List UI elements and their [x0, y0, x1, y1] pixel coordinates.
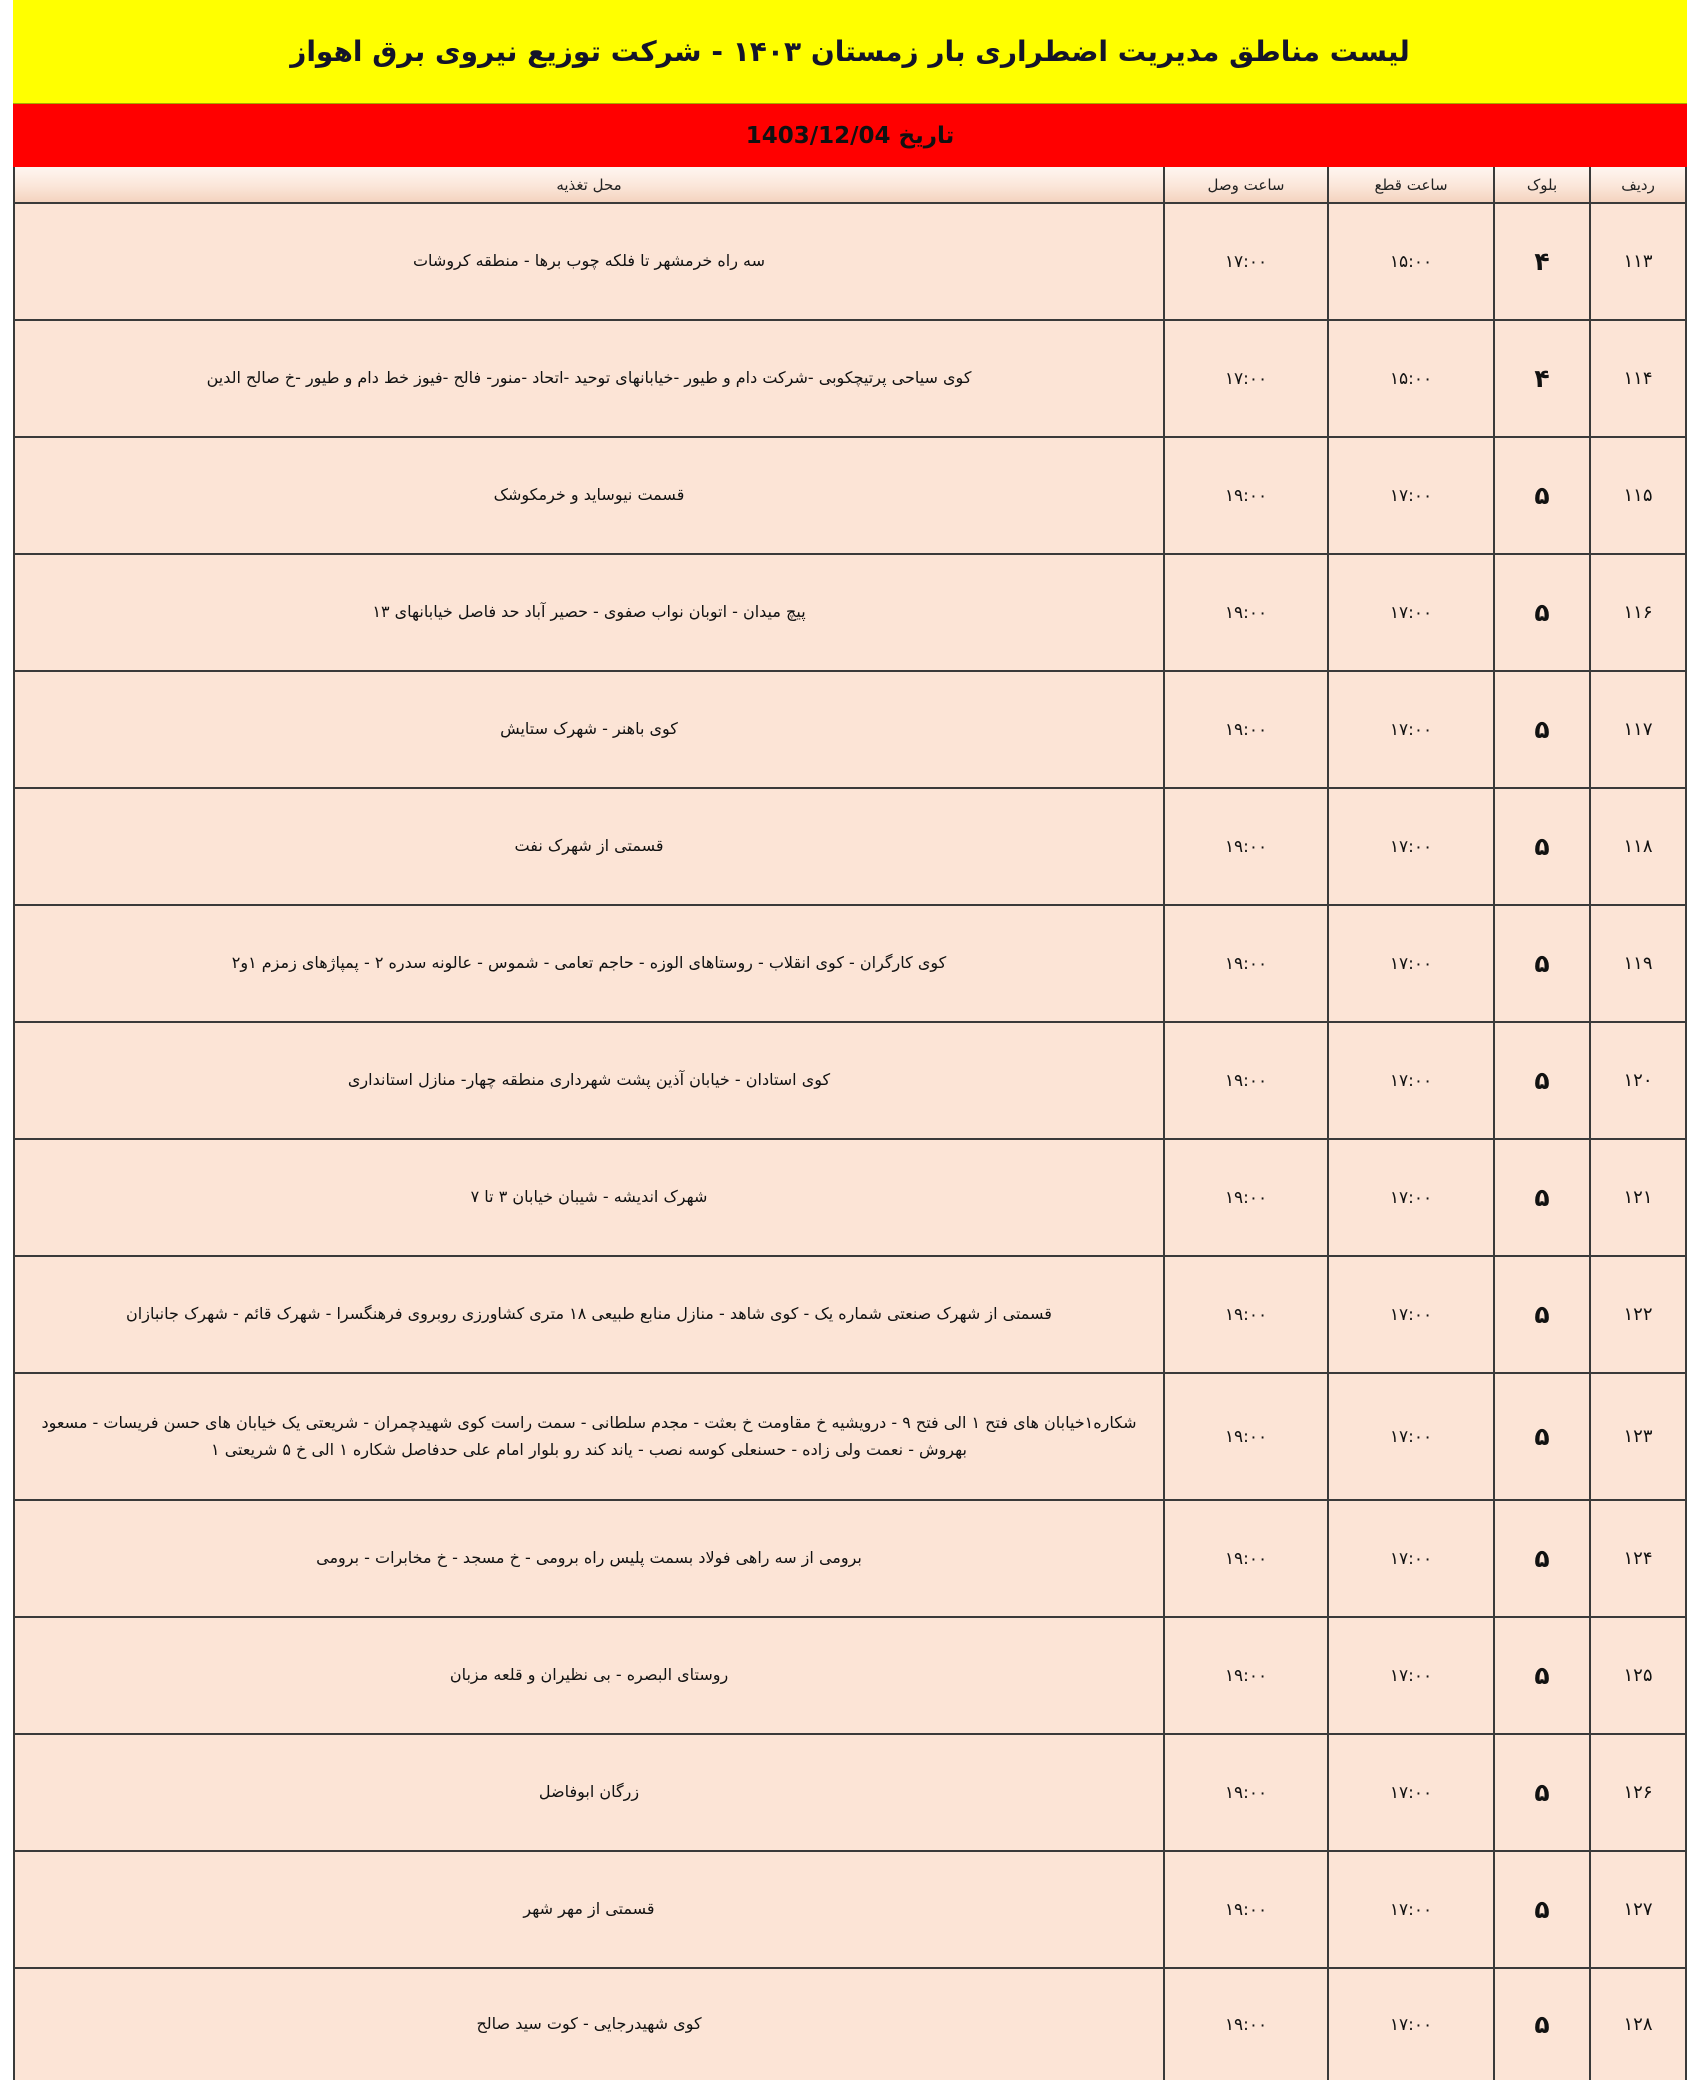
header-block: بلوک [1493, 167, 1589, 202]
location-cell: کوی باهنر - شهرک ستایش [15, 672, 1163, 787]
connect-time-cell: ۱۹:۰۰ [1163, 1257, 1327, 1372]
block-cell: ۵ [1493, 1140, 1589, 1255]
row-number-cell: ۱۱۴ [1589, 321, 1685, 436]
block-cell: ۵ [1493, 1852, 1589, 1967]
location-cell: برومی از سه راهی فولاد بسمت پلیس راه برومی - خ مسجد - خ مخابرات - برومی [15, 1501, 1163, 1616]
table-row [15, 1618, 1685, 1735]
cut-time-cell: ۱۷:۰۰ [1327, 1969, 1493, 2080]
connect-time-cell: ۱۹:۰۰ [1163, 1501, 1327, 1616]
row-number-cell: ۱۲۷ [1589, 1852, 1685, 1967]
location-cell: شهرک اندیشه - شیبان خیابان ۳ تا ۷ [15, 1140, 1163, 1255]
row-number-cell: ۱۱۹ [1589, 906, 1685, 1021]
connect-time-cell: ۱۹:۰۰ [1163, 672, 1327, 787]
block-cell: ۵ [1493, 438, 1589, 553]
table-row [15, 204, 1685, 321]
connect-time-cell: ۱۹:۰۰ [1163, 1023, 1327, 1138]
table-row [15, 906, 1685, 1023]
cut-time-cell: ۱۵:۰۰ [1327, 321, 1493, 436]
row-number-cell: ۱۲۶ [1589, 1735, 1685, 1850]
connect-time-cell: ۱۹:۰۰ [1163, 1618, 1327, 1733]
outage-schedule-table [13, 167, 1687, 2080]
block-cell: ۵ [1493, 1257, 1589, 1372]
cut-time-cell: ۱۷:۰۰ [1327, 1257, 1493, 1372]
connect-time-cell: ۱۷:۰۰ [1163, 204, 1327, 319]
block-cell: ۵ [1493, 1023, 1589, 1138]
table-row [15, 555, 1685, 672]
header-cut-time: ساعت قطع [1327, 167, 1493, 202]
table-row [15, 1735, 1685, 1852]
block-cell: ۵ [1493, 906, 1589, 1021]
cut-time-cell: ۱۷:۰۰ [1327, 789, 1493, 904]
cut-time-cell: ۱۷:۰۰ [1327, 672, 1493, 787]
row-number-cell: ۱۲۸ [1589, 1969, 1685, 2080]
block-cell: ۵ [1493, 672, 1589, 787]
cut-time-cell: ۱۵:۰۰ [1327, 204, 1493, 319]
row-number-cell: ۱۲۲ [1589, 1257, 1685, 1372]
table-row [15, 438, 1685, 555]
cut-time-cell: ۱۷:۰۰ [1327, 1023, 1493, 1138]
table-row [15, 672, 1685, 789]
connect-time-cell: ۱۹:۰۰ [1163, 906, 1327, 1021]
block-cell: ۵ [1493, 1374, 1589, 1499]
location-cell: سه راه خرمشهر تا فلکه چوب برها - منطقه کروشات [15, 204, 1163, 319]
connect-time-cell: ۱۹:۰۰ [1163, 1735, 1327, 1850]
header-connect-time: ساعت وصل [1163, 167, 1327, 202]
row-number-cell: ۱۲۴ [1589, 1501, 1685, 1616]
cut-time-cell: ۱۷:۰۰ [1327, 1852, 1493, 1967]
row-number-cell: ۱۱۳ [1589, 204, 1685, 319]
connect-time-cell: ۱۹:۰۰ [1163, 438, 1327, 553]
cut-time-cell: ۱۷:۰۰ [1327, 1374, 1493, 1499]
table-row [15, 1852, 1685, 1969]
date-banner: تاریخ 1403/12/04 [13, 104, 1687, 167]
connect-time-cell: ۱۹:۰۰ [1163, 1374, 1327, 1499]
block-cell: ۵ [1493, 1735, 1589, 1850]
block-cell: ۴ [1493, 204, 1589, 319]
location-cell: کوی استادان - خیابان آذین پشت شهرداری منطقه چهار- منازل استانداری [15, 1023, 1163, 1138]
block-cell: ۵ [1493, 1501, 1589, 1616]
block-cell: ۵ [1493, 789, 1589, 904]
connect-time-cell: ۱۷:۰۰ [1163, 321, 1327, 436]
location-cell: شکاره۱خیابان های فتح ۱ الی فتح ۹ - درویشیه خ مقاومت خ بعثت - مجدم سلطانی - سمت راست کوی شهیدچمران - شریعتی یک خیابان های حسن فریسات - مسعود بهروش - نعمت ولی زاده - حسنعلی کوسه نصب - یاند کند رو بلوار امام علی حدفاصل شکاره ۱ الی خ ۵ شریعتی ۱ [15, 1374, 1163, 1499]
location-cell: کوی سیاحی پرتیچکوبی -شرکت دام و طیور -خیابانهای توحید -اتحاد -منور- فالح -فیوز خط دام و طیور -خ صالح الدین [15, 321, 1163, 436]
location-cell: قسمتی از شهرک نفت [15, 789, 1163, 904]
row-number-cell: ۱۱۵ [1589, 438, 1685, 553]
block-cell: ۵ [1493, 1969, 1589, 2080]
table-row [15, 1374, 1685, 1501]
page-title: لیست مناطق مدیریت اضطراری بار زمستان ۱۴۰۳ - شرکت توزیع نیروی برق اهواز [13, 0, 1687, 104]
row-number-cell: ۱۲۳ [1589, 1374, 1685, 1499]
row-number-cell: ۱۲۰ [1589, 1023, 1685, 1138]
table-row [15, 789, 1685, 906]
row-number-cell: ۱۲۱ [1589, 1140, 1685, 1255]
table-row [15, 1140, 1685, 1257]
connect-time-cell: ۱۹:۰۰ [1163, 789, 1327, 904]
header-location: محل تغذیه [15, 167, 1163, 202]
block-cell: ۵ [1493, 555, 1589, 670]
cut-time-cell: ۱۷:۰۰ [1327, 438, 1493, 553]
location-cell: پیچ میدان - اتوبان نواب صفوی - حصیر آباد حد فاصل خیابانهای ۱۳ [15, 555, 1163, 670]
cut-time-cell: ۱۷:۰۰ [1327, 1735, 1493, 1850]
table-row [15, 1501, 1685, 1618]
location-cell: روستای البصره - بی نظیران و قلعه مزبان [15, 1618, 1163, 1733]
header-row-number: ردیف [1589, 167, 1685, 202]
location-cell: قسمتی از شهرک صنعتی شماره یک - کوی شاهد - منازل منابع طبیعی ۱۸ متری کشاورزی روبروی فرهنگسرا - شهرک قائم - شهرک جانبازان [15, 1257, 1163, 1372]
cut-time-cell: ۱۷:۰۰ [1327, 1501, 1493, 1616]
cut-time-cell: ۱۷:۰۰ [1327, 555, 1493, 670]
connect-time-cell: ۱۹:۰۰ [1163, 1969, 1327, 2080]
cut-time-cell: ۱۷:۰۰ [1327, 1140, 1493, 1255]
location-cell: زرگان ابوفاضل [15, 1735, 1163, 1850]
location-cell: قسمتی از مهر شهر [15, 1852, 1163, 1967]
cut-time-cell: ۱۷:۰۰ [1327, 1618, 1493, 1733]
location-cell: قسمت نیوساید و خرمکوشک [15, 438, 1163, 553]
block-cell: ۵ [1493, 1618, 1589, 1733]
row-number-cell: ۱۱۷ [1589, 672, 1685, 787]
connect-time-cell: ۱۹:۰۰ [1163, 555, 1327, 670]
block-cell: ۴ [1493, 321, 1589, 436]
row-number-cell: ۱۱۶ [1589, 555, 1685, 670]
table-row [15, 1969, 1685, 2080]
row-number-cell: ۱۱۸ [1589, 789, 1685, 904]
table-row [15, 1257, 1685, 1374]
table-row [15, 321, 1685, 438]
location-cell: کوی کارگران - کوی انقلاب - روستاهای الوزه - حاجم تعامی - شموس - عالونه سدره ۲ - پمپاژهای زمزم ۱و۲ [15, 906, 1163, 1021]
connect-time-cell: ۱۹:۰۰ [1163, 1140, 1327, 1255]
location-cell: کوی شهیدرجایی - کوت سید صالح [15, 1969, 1163, 2080]
table-header-row [15, 167, 1685, 204]
table-row [15, 1023, 1685, 1140]
row-number-cell: ۱۲۵ [1589, 1618, 1685, 1733]
connect-time-cell: ۱۹:۰۰ [1163, 1852, 1327, 1967]
cut-time-cell: ۱۷:۰۰ [1327, 906, 1493, 1021]
